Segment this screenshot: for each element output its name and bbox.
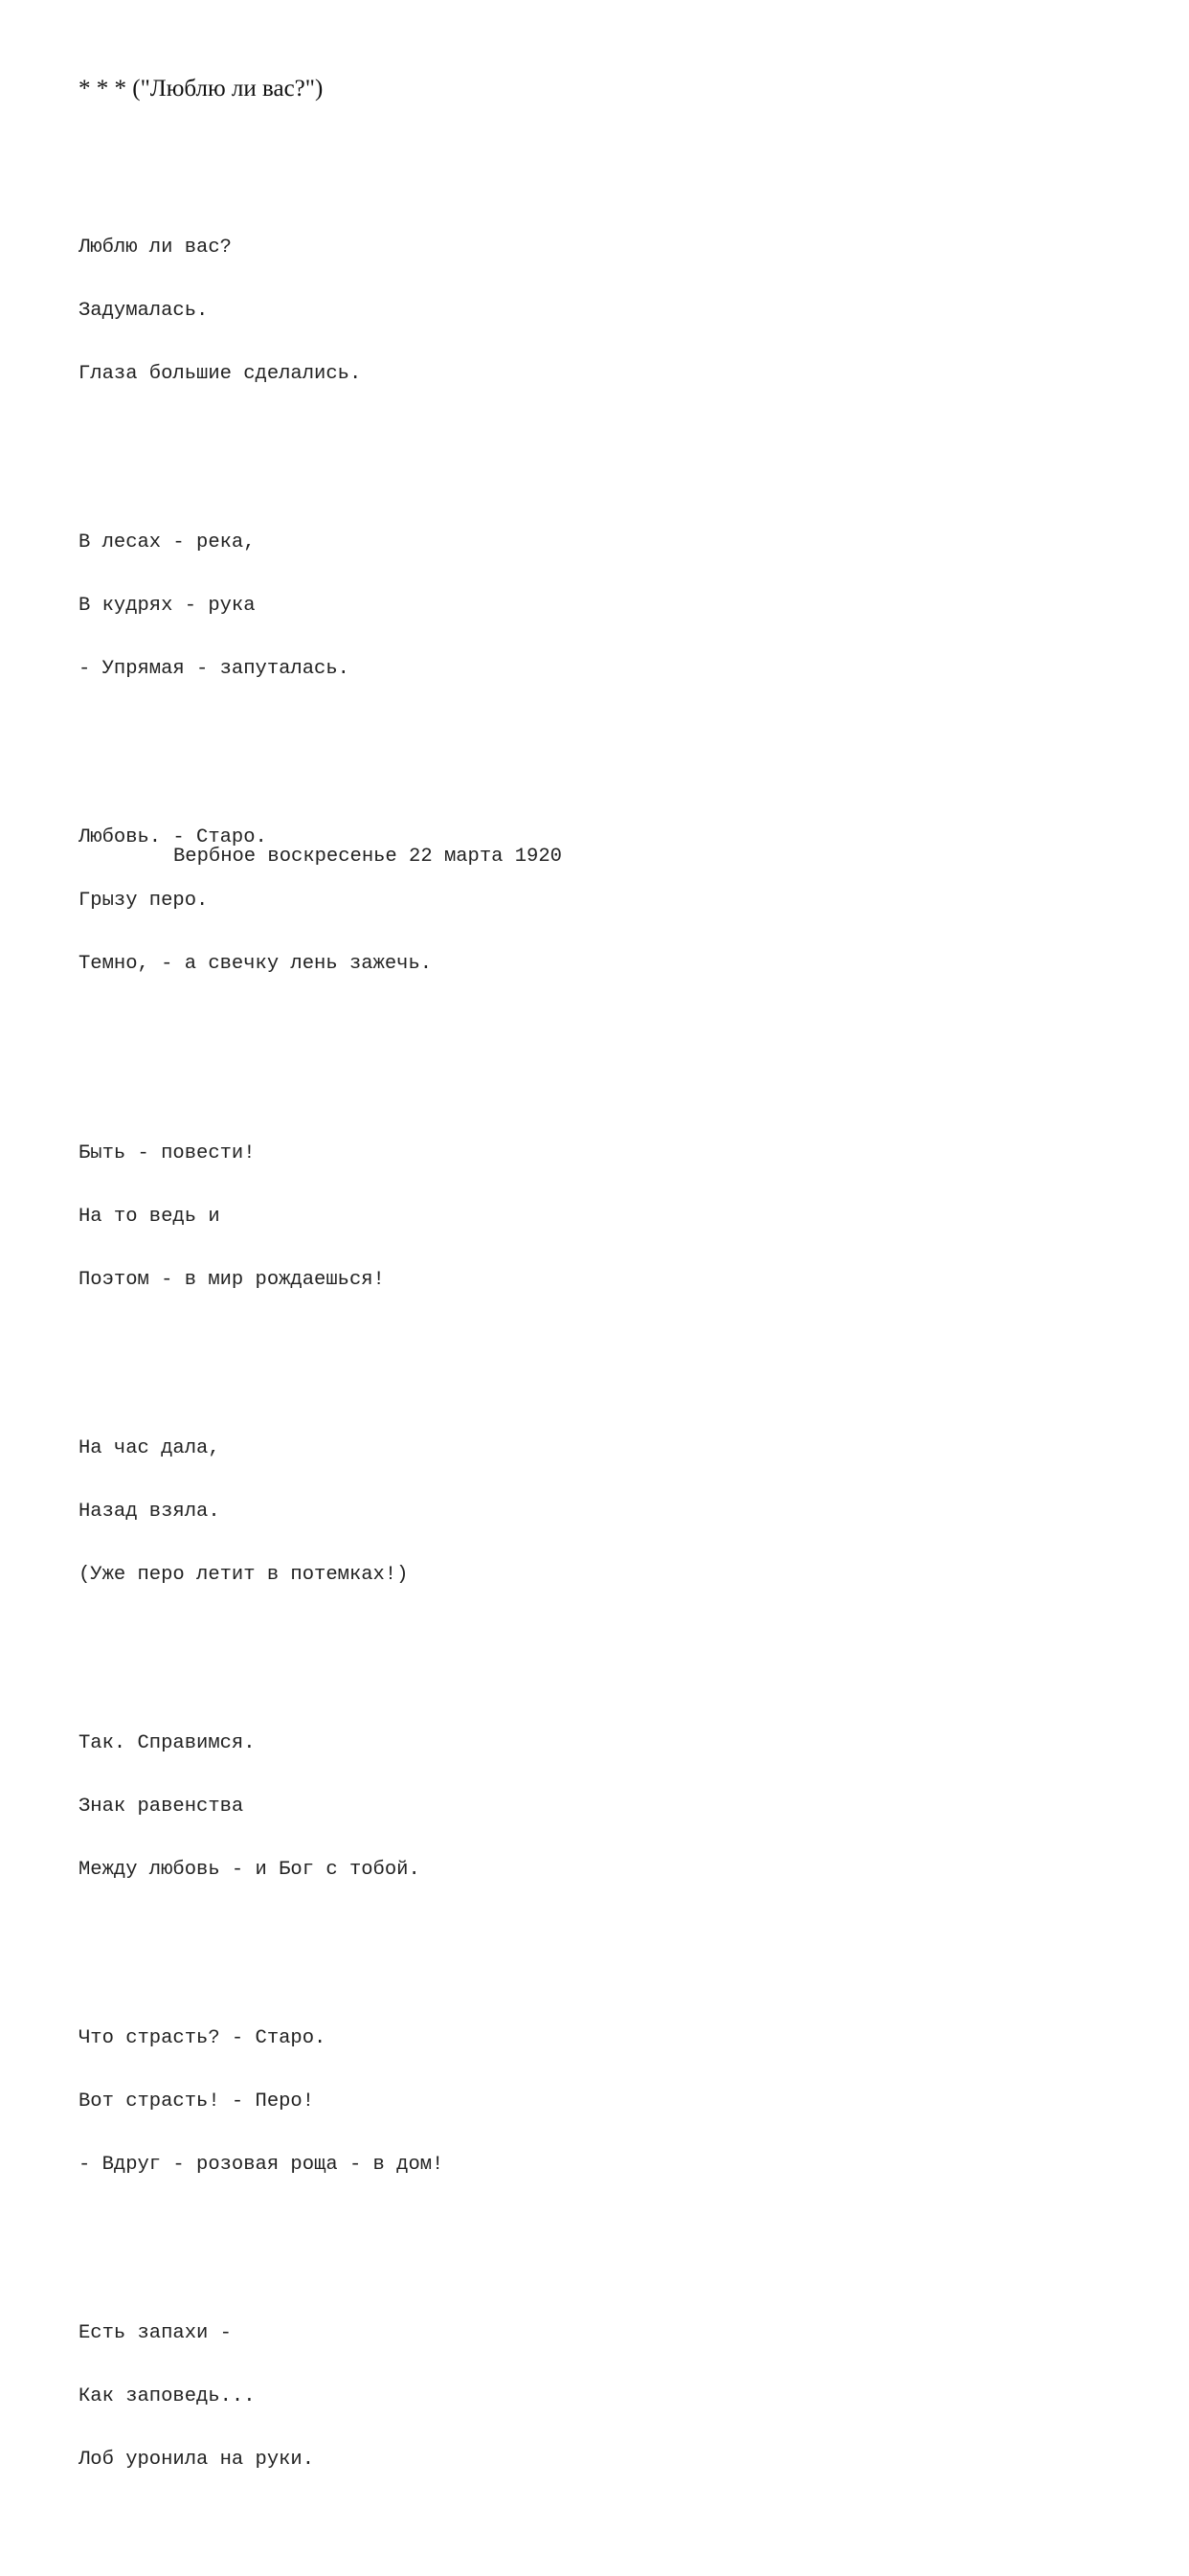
- stanza: [79, 2281, 443, 2513]
- poem-line: В лесах - река,: [79, 531, 256, 554]
- poem-line: Так. Справимся.: [79, 1732, 256, 1754]
- poem-line: Знак равенства: [79, 1796, 244, 1818]
- poem-line: Лоб уронила на руки.: [79, 2449, 315, 2471]
- poem-line: Быть - повести!: [79, 1142, 256, 1164]
- poem-line: Грызу перо.: [79, 890, 209, 912]
- stanza: [79, 195, 443, 427]
- poem-line: Что страсть? - Старо.: [79, 2027, 326, 2049]
- date-line: Вербное воскресенье 22 марта 1920: [173, 846, 562, 868]
- poem-line: (Уже перо летит в потемках!): [79, 1564, 409, 1586]
- poem-line: Люблю ли вас?: [79, 237, 232, 259]
- poem-line: Между любовь - и Бог с тобой.: [79, 1859, 420, 1881]
- stanza: [79, 1986, 443, 2218]
- poem-line: Задумалась.: [79, 300, 209, 322]
- poem-line: На час дала,: [79, 1437, 220, 1459]
- stanza: [79, 490, 443, 722]
- poem-line: Назад взяла.: [79, 1501, 220, 1523]
- stanza: [79, 1691, 443, 1923]
- poem-line: Темно, - а свечку лень зажечь.: [79, 953, 433, 975]
- poem-line: На то ведь и: [79, 1206, 220, 1228]
- stanza: [79, 1101, 443, 1333]
- poem-line: - Вдруг - розовая роща - в дом!: [79, 2154, 444, 2176]
- poem-line: Любовь. - Старо.: [79, 826, 267, 848]
- poem-line: Поэтом - в мир рождаешься!: [79, 1269, 385, 1291]
- poem-line: Глаза большие сделались.: [79, 363, 362, 385]
- poem-body: [79, 153, 443, 2576]
- stanza: [79, 785, 443, 1017]
- poem-line: Как заповедь...: [79, 2385, 256, 2407]
- poem-line: Вот страсть! - Перо!: [79, 2090, 315, 2113]
- poem-line: В кудрях - рука: [79, 595, 256, 617]
- poem-line: - Упрямая - запуталась.: [79, 658, 349, 680]
- stanza: [79, 1396, 443, 1628]
- poem-line: Есть запахи -: [79, 2322, 232, 2344]
- poem-title: * * * ("Люблю ли вас?"): [79, 76, 324, 102]
